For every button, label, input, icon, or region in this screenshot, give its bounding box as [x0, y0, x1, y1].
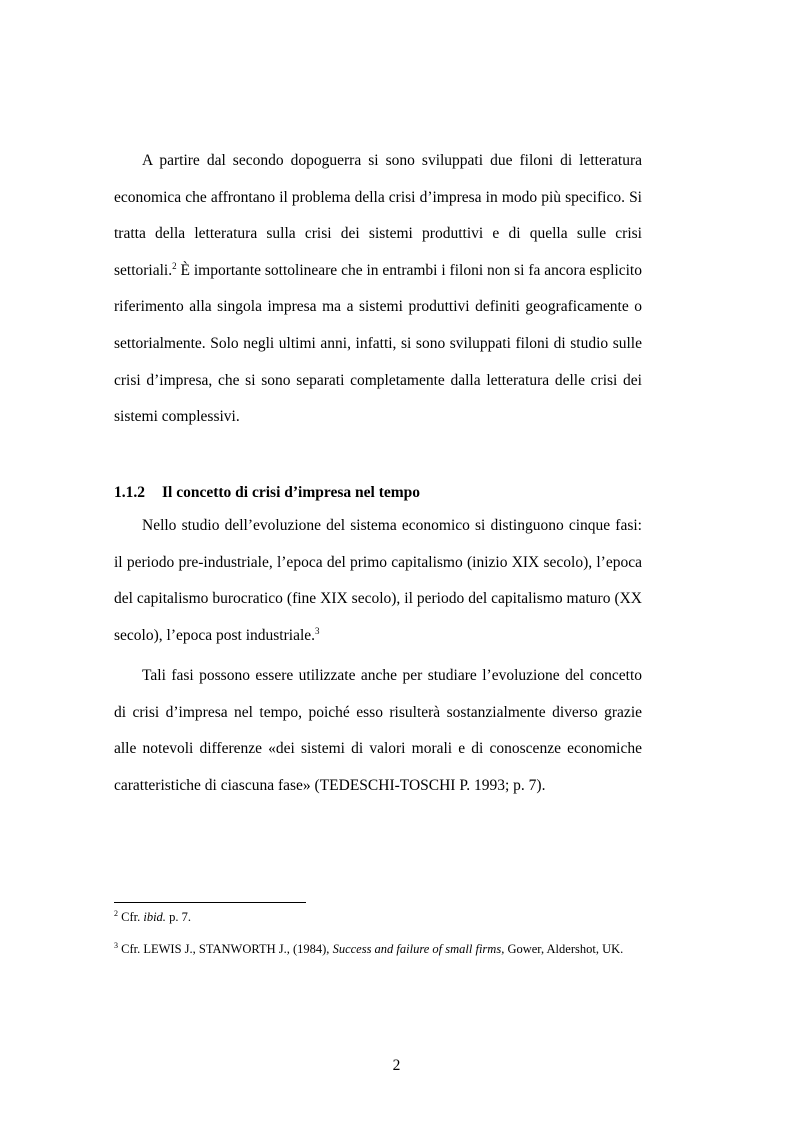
footnote-2-italic: ibid.: [143, 910, 166, 924]
footnote-3: [114, 941, 642, 957]
paragraph-evolution: [114, 658, 642, 804]
footnote-2-marker: 2: [114, 909, 118, 918]
footnote-2: [114, 909, 642, 925]
paragraph-intro-text-a: A partire dal secondo dopoguerra si sono sviluppati due filoni di letteratura economica che affrontano il problema della crisi d’impresa in modo più specifico. Si tratta della letteratura sulla crisi dei sistemi produttivi e di quella sulle crisi settoriali.: [114, 152, 642, 279]
section-number: 1.1.2: [114, 484, 145, 501]
footnote-2-prefix: Cfr.: [118, 910, 144, 924]
page-number: 2: [392, 1057, 401, 1074]
footnote-separator: [114, 902, 306, 903]
footnote-ref-3[interactable]: 3: [315, 625, 320, 636]
paragraph-intro-text-b: È importante sottolineare che in entrambi i filoni non si fa ancora esplicito riferimento alla singola impresa ma a sistemi produttivi definiti geograficamente o settorialmente. Solo negli ultimi anni, infatti, si sono sviluppati filoni di studio sulle crisi d’impresa, che si sono separati completamente dalla letteratura delle crisi dei sistemi complessivi.: [114, 261, 642, 426]
section-heading: [114, 483, 420, 503]
footnote-3-suffix: Gower, Aldershot, UK.: [504, 942, 624, 956]
footnote-3-prefix: Cfr. LEWIS J., STANWORTH J., (1984),: [118, 942, 333, 956]
paragraph-evolution-text: Tali fasi possono essere utilizzate anche per studiare l’evoluzione del concetto di crisi d’impresa nel tempo, poiché esso risulterà sostanzialmente diverso grazie alle notevoli differenze «dei sistemi di valori morali e di conoscenze economiche caratteristiche di ciascuna fase» (TEDESCHI-TOSCHI P. 1993; p. 7).: [114, 667, 642, 794]
footnote-2-suffix: p. 7.: [165, 910, 191, 924]
paragraph-phases-text: Nello studio dell’evoluzione del sistema economico si distinguono cinque fasi: il periodo pre-industriale, l’epoca del primo capitalismo (inizio XIX secolo), l’epoca del capitalismo burocratico (fine XIX secolo), il periodo del capitalismo maturo (XX secolo), l’epoca post industriale.: [114, 517, 642, 644]
footnote-ref-2[interactable]: 2: [172, 260, 177, 271]
section-title: Il concetto di crisi d’impresa nel tempo: [162, 484, 421, 501]
footnote-3-italic: Success and failure of small firms,: [332, 942, 505, 956]
paragraph-phases: [114, 508, 642, 654]
paragraph-intro: [114, 143, 642, 436]
footnote-3-marker: 3: [114, 941, 118, 950]
